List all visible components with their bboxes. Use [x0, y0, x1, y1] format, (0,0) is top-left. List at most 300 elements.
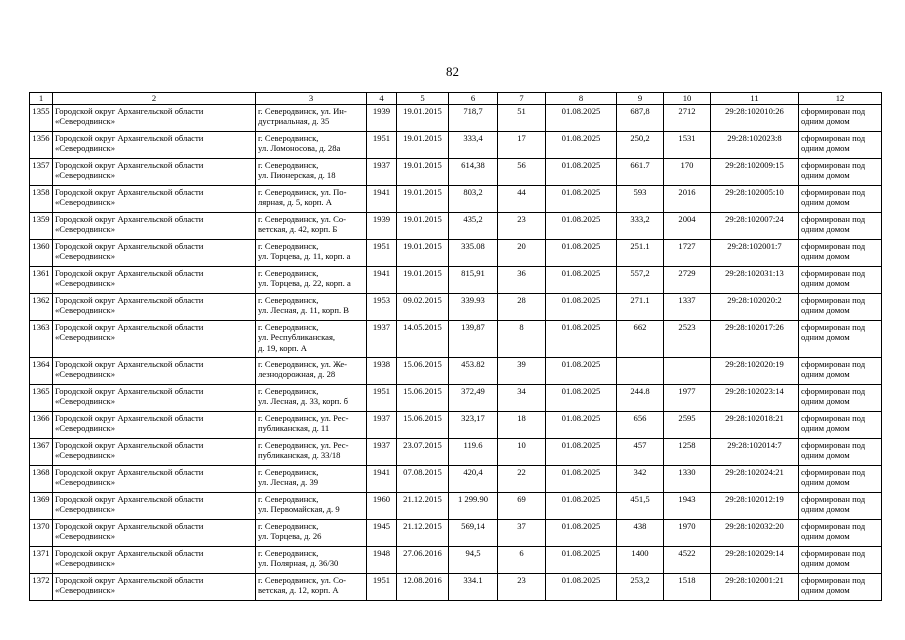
planned-date-cell: 01.08.2025 [546, 384, 617, 411]
year-built-cell: 1945 [367, 519, 397, 546]
residents-cell: 69 [498, 492, 546, 519]
column-header: 3 [256, 93, 367, 105]
note-cell-line: сформирован под [801, 240, 866, 251]
year-built-cell: 1937 [367, 411, 397, 438]
note-cell-line: одним домом [801, 305, 850, 315]
note-cell [799, 104, 882, 131]
address-cell-line: г. Северодвинск, ул. Рес- [258, 412, 349, 423]
municipality-cell-line: «Северодвинск» [55, 531, 116, 541]
note-cell-line: сформирован под [801, 547, 866, 558]
cadastral-number-cell: 29:28:102018:21 [711, 411, 799, 438]
note-cell-line: одним домом [801, 504, 850, 514]
municipality-cell-line: Городской округ Архангельской области [55, 547, 204, 558]
table-row [30, 266, 882, 293]
column-header: 2 [53, 93, 256, 105]
address-cell-line: г. Северодвинск, ул. Же- [258, 358, 348, 369]
municipality-cell [53, 411, 256, 438]
address-cell-line: публиканская, д. 33/18 [258, 450, 341, 460]
recognition-date-cell: 19.01.2015 [397, 131, 449, 158]
cost-cell: 2016 [664, 185, 711, 212]
address-cell-line: г. Северодвинск, [258, 321, 319, 332]
municipality-cell-line: Городской округ Архангельской области [55, 321, 204, 332]
cadastral-number-cell: 29:28:102024:21 [711, 465, 799, 492]
address-cell-line: публиканская, д. 11 [258, 423, 330, 433]
note-cell-line: сформирован под [801, 186, 866, 197]
note-cell-line: сформирован под [801, 574, 866, 585]
year-built-cell: 1951 [367, 239, 397, 266]
cadastral-number-cell: 29:28:102001:7 [711, 239, 799, 266]
note-cell-line: одним домом [801, 396, 850, 406]
address-cell [256, 320, 367, 357]
planned-date-cell: 01.08.2025 [546, 519, 617, 546]
address-cell [256, 492, 367, 519]
note-cell-line: сформирован под [801, 294, 866, 305]
municipality-cell [53, 239, 256, 266]
municipality-cell [53, 546, 256, 573]
planned-date-cell: 01.08.2025 [546, 438, 617, 465]
area-cell: 453.82 [449, 357, 498, 384]
municipality-cell [53, 266, 256, 293]
land-area-cell: 271.1 [617, 293, 664, 320]
table-row [30, 158, 882, 185]
residents-cell: 51 [498, 104, 546, 131]
area-cell: 803,2 [449, 185, 498, 212]
column-header: 9 [617, 93, 664, 105]
note-cell-line: сформирован под [801, 132, 866, 143]
municipality-cell-line: Городской округ Архангельской области [55, 267, 204, 278]
cost-cell: 1977 [664, 384, 711, 411]
residents-cell: 6 [498, 546, 546, 573]
note-cell-line: одним домом [801, 278, 850, 288]
area-cell: 334.1 [449, 573, 498, 600]
address-cell-line: ветская, д. 42, корп. Б [258, 224, 338, 234]
residents-cell: 23 [498, 573, 546, 600]
note-cell-line: одним домом [801, 251, 850, 261]
cost-cell: 1943 [664, 492, 711, 519]
row-number: 1369 [30, 492, 53, 519]
planned-date-cell: 01.08.2025 [546, 320, 617, 357]
year-built-cell: 1937 [367, 320, 397, 357]
area-cell: 339.93 [449, 293, 498, 320]
municipality-cell-line: «Северодвинск» [55, 332, 116, 342]
cadastral-number-cell: 29:28:102020:2 [711, 293, 799, 320]
table-row [30, 131, 882, 158]
municipality-cell [53, 492, 256, 519]
residents-cell: 34 [498, 384, 546, 411]
address-cell [256, 573, 367, 600]
note-cell [799, 320, 882, 357]
municipality-cell [53, 293, 256, 320]
planned-date-cell: 01.08.2025 [546, 239, 617, 266]
address-cell [256, 465, 367, 492]
recognition-date-cell: 19.01.2015 [397, 239, 449, 266]
note-cell-line: одним домом [801, 477, 850, 487]
address-cell-line: ул. Торцева, д. 26 [258, 531, 322, 541]
municipality-cell-line: «Северодвинск» [55, 504, 116, 514]
address-cell-line: г. Северодвинск, [258, 294, 319, 305]
area-cell: 614,38 [449, 158, 498, 185]
land-area-cell: 593 [617, 185, 664, 212]
address-cell [256, 212, 367, 239]
note-cell-line: сформирован под [801, 466, 866, 477]
land-area-cell: 253,2 [617, 573, 664, 600]
recognition-date-cell: 19.01.2015 [397, 212, 449, 239]
note-cell [799, 546, 882, 573]
note-cell-line: сформирован под [801, 358, 866, 369]
address-cell-line: ветская, д. 12, корп. А [258, 585, 339, 595]
note-cell [799, 492, 882, 519]
area-cell: 333,4 [449, 131, 498, 158]
residents-cell: 37 [498, 519, 546, 546]
note-cell-line: сформирован под [801, 439, 866, 450]
address-cell [256, 158, 367, 185]
municipality-cell-line: «Северодвинск» [55, 423, 116, 433]
note-cell-line: одним домом [801, 170, 850, 180]
municipality-cell [53, 519, 256, 546]
cost-cell: 1970 [664, 519, 711, 546]
column-header: 10 [664, 93, 711, 105]
recognition-date-cell: 19.01.2015 [397, 185, 449, 212]
municipality-cell [53, 185, 256, 212]
address-cell-line: ул. Торцева, д. 11, корп. а [258, 251, 351, 261]
municipality-cell-line: «Северодвинск» [55, 477, 116, 487]
cadastral-number-cell: 29:28:102029:14 [711, 546, 799, 573]
cadastral-number-cell: 29:28:102010:26 [711, 104, 799, 131]
note-cell [799, 411, 882, 438]
municipality-cell-line: Городской округ Архангельской области [55, 105, 204, 116]
note-cell [799, 573, 882, 600]
address-cell-line: дустриальная, д. 35 [258, 116, 330, 126]
land-area-cell: 1400 [617, 546, 664, 573]
recognition-date-cell: 19.01.2015 [397, 158, 449, 185]
row-number: 1356 [30, 131, 53, 158]
residents-cell: 17 [498, 131, 546, 158]
note-cell-line: сформирован под [801, 385, 866, 396]
address-cell-line: ул. Полярная, д. 36/30 [258, 558, 339, 568]
note-cell [799, 185, 882, 212]
area-cell: 420,4 [449, 465, 498, 492]
year-built-cell: 1953 [367, 293, 397, 320]
address-cell [256, 438, 367, 465]
cost-cell: 1258 [664, 438, 711, 465]
area-cell: 718,7 [449, 104, 498, 131]
note-cell [799, 357, 882, 384]
land-area-cell: 661.7 [617, 158, 664, 185]
note-cell-line: одним домом [801, 585, 850, 595]
cost-cell: 1531 [664, 131, 711, 158]
municipality-cell-line: «Северодвинск» [55, 224, 116, 234]
municipality-cell-line: «Северодвинск» [55, 143, 116, 153]
municipality-cell-line: «Северодвинск» [55, 585, 116, 595]
municipality-cell-line: «Северодвинск» [55, 369, 116, 379]
address-cell-line: ул. Ломоносова, д. 28а [258, 143, 341, 153]
cadastral-number-cell: 29:28:102023:14 [711, 384, 799, 411]
address-cell-line: ул. Республиканская, [258, 332, 336, 342]
land-area-cell: 250,2 [617, 131, 664, 158]
row-number: 1358 [30, 185, 53, 212]
year-built-cell: 1960 [367, 492, 397, 519]
cadastral-number-cell: 29:28:102005:10 [711, 185, 799, 212]
table-row [30, 573, 882, 600]
cost-cell: 1330 [664, 465, 711, 492]
land-area-cell: 342 [617, 465, 664, 492]
row-number: 1367 [30, 438, 53, 465]
year-built-cell: 1941 [367, 266, 397, 293]
address-cell-line: г. Северодвинск, ул. Со- [258, 213, 346, 224]
planned-date-cell: 01.08.2025 [546, 465, 617, 492]
row-number: 1365 [30, 384, 53, 411]
note-cell-line: одним домом [801, 558, 850, 568]
year-built-cell: 1941 [367, 185, 397, 212]
column-header: 12 [799, 93, 882, 105]
municipality-cell-line: Городской округ Архангельской области [55, 412, 204, 423]
municipality-cell [53, 320, 256, 357]
residents-cell: 44 [498, 185, 546, 212]
recognition-date-cell: 07.08.2015 [397, 465, 449, 492]
planned-date-cell: 01.08.2025 [546, 492, 617, 519]
note-cell-line: одним домом [801, 423, 850, 433]
note-cell-line: одним домом [801, 224, 850, 234]
cadastral-number-cell: 29:28:102020:19 [711, 357, 799, 384]
column-header: 5 [397, 93, 449, 105]
residents-cell: 10 [498, 438, 546, 465]
address-cell-line: г. Северодвинск, ул. По- [258, 186, 347, 197]
note-cell [799, 519, 882, 546]
row-number: 1371 [30, 546, 53, 573]
cost-cell: 1727 [664, 239, 711, 266]
municipality-cell-line: «Северодвинск» [55, 450, 116, 460]
municipality-cell-line: «Северодвинск» [55, 305, 116, 315]
address-cell-line: лярная, д. 5, корп. А [258, 197, 332, 207]
year-built-cell: 1938 [367, 357, 397, 384]
note-cell-line: сформирован под [801, 520, 866, 531]
note-cell-line: сформирован под [801, 321, 866, 332]
planned-date-cell: 01.08.2025 [546, 185, 617, 212]
row-number: 1359 [30, 212, 53, 239]
cadastral-number-cell: 29:28:102031:13 [711, 266, 799, 293]
address-cell-line: ул. Лесная, д. 33, корп. б [258, 396, 348, 406]
municipality-cell-line: Городской округ Архангельской области [55, 358, 204, 369]
municipality-cell-line: Городской округ Архангельской области [55, 466, 204, 477]
cadastral-number-cell: 29:28:102007:24 [711, 212, 799, 239]
note-cell-line: сформирован под [801, 493, 866, 504]
note-cell-line: сформирован под [801, 213, 866, 224]
land-area-cell: 457 [617, 438, 664, 465]
recognition-date-cell: 09.02.2015 [397, 293, 449, 320]
address-cell-line: г. Северодвинск, [258, 132, 319, 143]
cadastral-number-cell: 29:28:102001:21 [711, 573, 799, 600]
note-cell-line: одним домом [801, 116, 850, 126]
address-cell [256, 104, 367, 131]
row-number: 1362 [30, 293, 53, 320]
planned-date-cell: 01.08.2025 [546, 357, 617, 384]
municipality-cell-line: Городской округ Архангельской области [55, 439, 204, 450]
planned-date-cell: 01.08.2025 [546, 131, 617, 158]
address-cell-line: ул. Первомайская, д. 9 [258, 504, 340, 514]
row-number: 1366 [30, 411, 53, 438]
year-built-cell: 1937 [367, 438, 397, 465]
municipality-cell-line: Городской округ Архангельской области [55, 493, 204, 504]
recognition-date-cell: 15.06.2015 [397, 357, 449, 384]
residents-cell: 36 [498, 266, 546, 293]
recognition-date-cell: 19.01.2015 [397, 104, 449, 131]
year-built-cell: 1941 [367, 465, 397, 492]
municipality-cell-line: Городской округ Архангельской области [55, 186, 204, 197]
area-cell: 569,14 [449, 519, 498, 546]
note-cell-line: сформирован под [801, 267, 866, 278]
row-number: 1357 [30, 158, 53, 185]
address-cell [256, 266, 367, 293]
municipality-cell-line: Городской округ Архангельской области [55, 574, 204, 585]
cost-cell: 1337 [664, 293, 711, 320]
address-cell-line: г. Северодвинск, [258, 385, 319, 396]
row-number: 1364 [30, 357, 53, 384]
planned-date-cell: 01.08.2025 [546, 546, 617, 573]
municipality-cell-line: Городской округ Архангельской области [55, 240, 204, 251]
residents-cell: 8 [498, 320, 546, 357]
note-cell [799, 158, 882, 185]
note-cell-line: одним домом [801, 332, 850, 342]
row-number: 1361 [30, 266, 53, 293]
recognition-date-cell: 23.07.2015 [397, 438, 449, 465]
address-cell-line: ул. Торцева, д. 22, корп. а [258, 278, 351, 288]
address-cell-line: г. Северодвинск, [258, 520, 319, 531]
cadastral-number-cell: 29:28:102017:26 [711, 320, 799, 357]
table-row [30, 239, 882, 266]
cadastral-number-cell: 29:28:102012:19 [711, 492, 799, 519]
table-row [30, 293, 882, 320]
area-cell: 435,2 [449, 212, 498, 239]
address-cell-line: д. 19, корп. А [258, 342, 307, 353]
year-built-cell: 1951 [367, 573, 397, 600]
note-cell-line: сформирован под [801, 105, 866, 116]
address-cell-line: лезнодорожная, д. 28 [258, 369, 336, 379]
residents-cell: 18 [498, 411, 546, 438]
note-cell [799, 293, 882, 320]
recognition-date-cell: 19.01.2015 [397, 266, 449, 293]
address-cell-line: г. Северодвинск, ул. Ин- [258, 105, 347, 116]
residents-cell: 56 [498, 158, 546, 185]
area-cell: 335.08 [449, 239, 498, 266]
year-built-cell: 1939 [367, 212, 397, 239]
municipality-cell-line: «Северодвинск» [55, 558, 116, 568]
planned-date-cell: 01.08.2025 [546, 573, 617, 600]
planned-date-cell: 01.08.2025 [546, 266, 617, 293]
note-cell [799, 239, 882, 266]
land-area-cell: 687,8 [617, 104, 664, 131]
address-cell-line: г. Северодвинск, [258, 159, 319, 170]
recognition-date-cell: 14.05.2015 [397, 320, 449, 357]
planned-date-cell: 01.08.2025 [546, 158, 617, 185]
recognition-date-cell: 27.06.2016 [397, 546, 449, 573]
area-cell: 815,91 [449, 266, 498, 293]
table-row [30, 465, 882, 492]
cadastral-number-cell: 29:28:102014:7 [711, 438, 799, 465]
register-table [29, 92, 882, 601]
year-built-cell: 1951 [367, 131, 397, 158]
area-cell: 119.6 [449, 438, 498, 465]
cost-cell: 2729 [664, 266, 711, 293]
table-row [30, 212, 882, 239]
land-area-cell: 656 [617, 411, 664, 438]
address-cell-line: г. Северодвинск, ул. Рес- [258, 439, 349, 450]
note-cell [799, 438, 882, 465]
address-cell-line: ул. Пионерская, д. 18 [258, 170, 336, 180]
address-cell-line: г. Северодвинск, [258, 240, 319, 251]
column-header: 6 [449, 93, 498, 105]
municipality-cell [53, 438, 256, 465]
column-header: 4 [367, 93, 397, 105]
municipality-cell [53, 131, 256, 158]
municipality-cell-line: Городской округ Архангельской области [55, 159, 204, 170]
cost-cell: 2712 [664, 104, 711, 131]
cost-cell: 170 [664, 158, 711, 185]
address-cell [256, 384, 367, 411]
land-area-cell: 438 [617, 519, 664, 546]
area-cell: 1 299.90 [449, 492, 498, 519]
column-header: 8 [546, 93, 617, 105]
recognition-date-cell: 12.08.2016 [397, 573, 449, 600]
address-cell [256, 293, 367, 320]
note-cell-line: одним домом [801, 143, 850, 153]
municipality-cell [53, 573, 256, 600]
area-cell: 139,87 [449, 320, 498, 357]
land-area-cell: 244.8 [617, 384, 664, 411]
column-header: 11 [711, 93, 799, 105]
municipality-cell [53, 384, 256, 411]
address-cell-line: г. Северодвинск, ул. Со- [258, 574, 346, 585]
municipality-cell-line: «Северодвинск» [55, 396, 116, 406]
address-cell [256, 546, 367, 573]
area-cell: 323,17 [449, 411, 498, 438]
land-area-cell: 333,2 [617, 212, 664, 239]
municipality-cell-line: «Северодвинск» [55, 251, 116, 261]
planned-date-cell: 01.08.2025 [546, 212, 617, 239]
row-number: 1355 [30, 104, 53, 131]
year-built-cell: 1937 [367, 158, 397, 185]
address-cell [256, 519, 367, 546]
land-area-cell: 662 [617, 320, 664, 357]
table-row [30, 492, 882, 519]
cadastral-number-cell: 29:28:102009:15 [711, 158, 799, 185]
municipality-cell-line: Городской округ Архангельской области [55, 132, 204, 143]
note-cell-line: одним домом [801, 369, 850, 379]
address-cell-line: г. Северодвинск, [258, 466, 319, 477]
municipality-cell [53, 158, 256, 185]
municipality-cell [53, 212, 256, 239]
table-row [30, 104, 882, 131]
recognition-date-cell: 21.12.2015 [397, 492, 449, 519]
address-cell-line: г. Северодвинск, [258, 493, 319, 504]
municipality-cell-line: Городской округ Архангельской области [55, 294, 204, 305]
column-header: 7 [498, 93, 546, 105]
note-cell-line: одним домом [801, 531, 850, 541]
note-cell [799, 266, 882, 293]
cost-cell: 2523 [664, 320, 711, 357]
municipality-cell-line: «Северодвинск» [55, 278, 116, 288]
address-cell-line: ул. Лесная, д. 11, корп. В [258, 305, 349, 315]
cadastral-number-cell: 29:28:102023:8 [711, 131, 799, 158]
recognition-date-cell: 15.06.2015 [397, 384, 449, 411]
address-cell [256, 131, 367, 158]
land-area-cell: 451,5 [617, 492, 664, 519]
residents-cell: 22 [498, 465, 546, 492]
municipality-cell-line: Городской округ Архангельской области [55, 520, 204, 531]
address-cell [256, 357, 367, 384]
municipality-cell [53, 104, 256, 131]
recognition-date-cell: 15.06.2015 [397, 411, 449, 438]
table-row [30, 384, 882, 411]
